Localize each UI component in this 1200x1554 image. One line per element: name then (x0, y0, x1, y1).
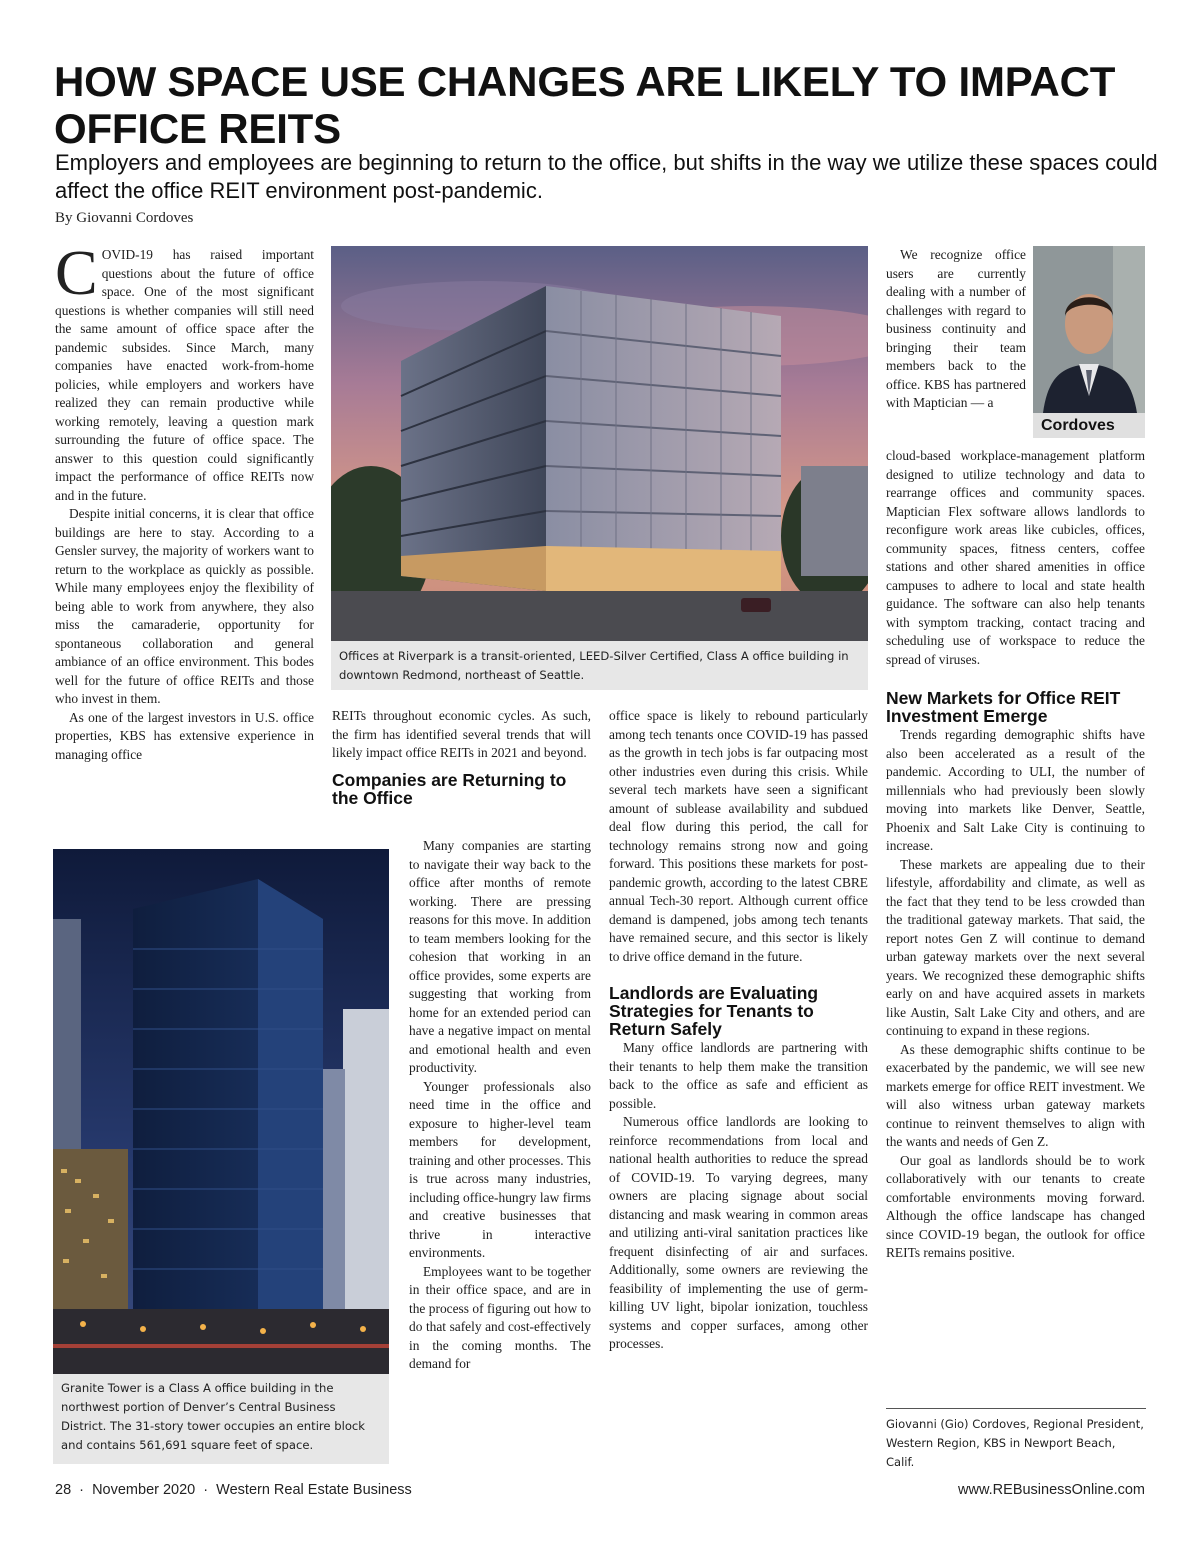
column-3 (609, 707, 868, 1354)
paragraph: office space is likely to rebound particularly among tech tenants once COVID-19 has passed as the growth in tech jobs is far outpacing most other industries even during this crisis. While several tech markets have seen a significant amount of sublease availability and subdued deal flow during this period, the call for technology remains strong now and going forward. This positions these markets for post-pandemic growth, according to the latest CBRE annual Tech-30 report. Although current office demand is dampened, jobs among tech tenants have remained secure, and this sector is likely to drive office demand in the future. (609, 708, 868, 964)
paragraph: Younger professionals also need time in the office and exposure to higher-level team members for development, training and other processes. This is true across many industries, including office-hungry law firms and creative businesses that thrive in interactive environments. (409, 1078, 591, 1260)
column-1 (55, 237, 314, 764)
headshot-label: Cordoves (1033, 413, 1145, 438)
article-headline: HOW SPACE USE CHANGES ARE LIKELY TO IMPACT OFFICE REITS (54, 58, 1116, 152)
column-2-top (332, 707, 591, 808)
paragraph: cloud-based workplace-management platform designed to utilize technology and data to rearrange offices and community spaces. Maptician Flex software allows landlords to reconfigure work areas like cubicles, offices, community spaces, fitness centers, coffee stations and other shared amenities in office campuses to adhere to local and state health guidance. The software can also help tenants with symptom tracking, contact tracing and scheduling use of workspace to reduce the spread of viruses. (886, 448, 1145, 667)
paragraph: Employees want to be together in their office space, and are in the process of figuring out how to do that safely and cost-effectively in the coming months. The demand for (409, 1263, 591, 1371)
author-bio: Giovanni (Gio) Cordoves, Regional President, Western Region, KBS in Newport Beach, Calif. (886, 1408, 1146, 1472)
column-4 (886, 447, 1145, 1263)
cordoves-headshot (1033, 246, 1145, 413)
footer-left: 28 · November 2020 · Western Real Estate Business (55, 1482, 412, 1498)
article-byline: By Giovanni Cordoves (55, 210, 194, 226)
granite-tower-photo (53, 849, 389, 1374)
riverpark-photo (331, 246, 868, 641)
column-4-top (886, 246, 1026, 413)
paragraph: As these demographic shifts continue to be exacerbated by the pandemic, we will see new markets emerge for office REIT investment. We will also witness urban gateway markets continue to reinvent themselves to align with the wants and needs of Gen Z. (886, 1041, 1145, 1149)
riverpark-caption: Offices at Riverpark is a transit-oriented, LEED-Silver Certified, Class A office building in downtown Redmond, northeast of Seattle. (331, 641, 868, 690)
paragraph: Numerous office landlords are looking to reinforce recommendations from local and national health authorities to reduce the spread of COVID-19. To varying degrees, many owners are placing signage about social distancing and mask wearing in common areas and utilizing anti-viral sanitation practices like frequent disinfecting of air and surfaces. Additionally, some owners are reviewing the feasibility of implementing the use of germ-killing UV light, bipolar ionization, touchless systems and copper surfaces, among other processes. (609, 1114, 868, 1351)
granite-tower-image (53, 849, 389, 1374)
article-dek: Employers and employees are beginning to return to the office, but shifts in the way we utilize these spaces could affect the office REIT environment post-pandemic. (55, 150, 1158, 203)
paragraph: These markets are appealing due to their lifestyle, affordability and climate, as well as the fact that they tend to be less crowded than the traditional gateway markets. That said, the report notes Gen Z will continue to demand urban gateway markets over the next several years. We recognized these demographic shifts early on and have acquired assets in markets like Austin, Salt Lake City and others, and are continuing to expand in these regions. (886, 856, 1145, 1038)
subhead-new-markets: New Markets for Office REIT Investment Emerge (886, 688, 1121, 726)
granite-tower-caption: Granite Tower is a Class A office building in the northwest portion of Denver’s Central Business District. The 31-story tower occupies an entire block and contains 561,691 square feet of space. (53, 1374, 389, 1464)
paragraph: Our goal as landlords should be to work collaboratively with our tenants to create comfortable environments moving forward. Although the office landscape has changed since COVID-19 began, the outlook for office REITs remains positive. (886, 1152, 1145, 1260)
subhead-companies-returning: Companies are Returning to the Office (332, 769, 567, 808)
paragraph: OVID-19 has raised important questions about the future of office space. One of the most significant questions is whether companies will still need the same amount of office space after the pandemic subsides. Since March, many companies have enacted work-from-home policies, while employers and workers have realized they can remain productive while working remotely, leaving a question mark surrounding the future of office space. The answer to this question could significantly impact the performance of office REITs now and in the future. (55, 247, 314, 503)
column-2-bottom (409, 837, 591, 1374)
riverpark-building-image (331, 246, 868, 641)
paragraph: REITs throughout economic cycles. As such, the firm has identified several trends that will likely impact office REITs in 2021 and beyond. (332, 708, 591, 760)
paragraph: Many office landlords are partnering with their tenants to help them make the transition back to the office as safe and efficient as possible. (609, 1040, 868, 1111)
headshot-image (1033, 246, 1145, 413)
paragraph: Trends regarding demographic shifts have also been accelerated as a result of the pandemic. According to ULI, the number of millennials who had previously been slowly moving into markets like Denver, Seattle, Phoenix and Salt Lake City is continuing to increase. (886, 727, 1145, 853)
footer-url[interactable]: www.REBusinessOnline.com (958, 1482, 1145, 1498)
paragraph: As one of the largest investors in U.S. office properties, KBS has extensive experience in managing office (55, 709, 314, 762)
paragraph: Despite initial concerns, it is clear that office buildings are here to stay. According to a Gensler survey, the majority of workers want to return to the workplace as quickly as possible. While many employees enjoy the flexibility of being able to work from anywhere, they also miss the camaraderie, opportunity for spontaneous collaboration and general ambiance of an office environment. This bodes well for the future of office REITs and those who invest in them. (55, 506, 314, 706)
drop-cap: C (55, 237, 98, 308)
paragraph: Many companies are starting to navigate their way back to the office after months of remote working. There are pressing reasons for this move. In addition to team members looking for the cohesion that working in an office provides, some experts are suggesting that working from home for an extended period can have a negative impact on mental and emotional health and even productivity. (409, 838, 591, 1075)
paragraph: We recognize office users are currently dealing with a number of challenges with regard to business continuity and bringing their team members back to the office. KBS has partnered with Maptician — a (886, 247, 1026, 410)
subhead-landlords-evaluating: Landlords are Evaluating Strategies for Tenants to Return Safely (609, 983, 819, 1039)
